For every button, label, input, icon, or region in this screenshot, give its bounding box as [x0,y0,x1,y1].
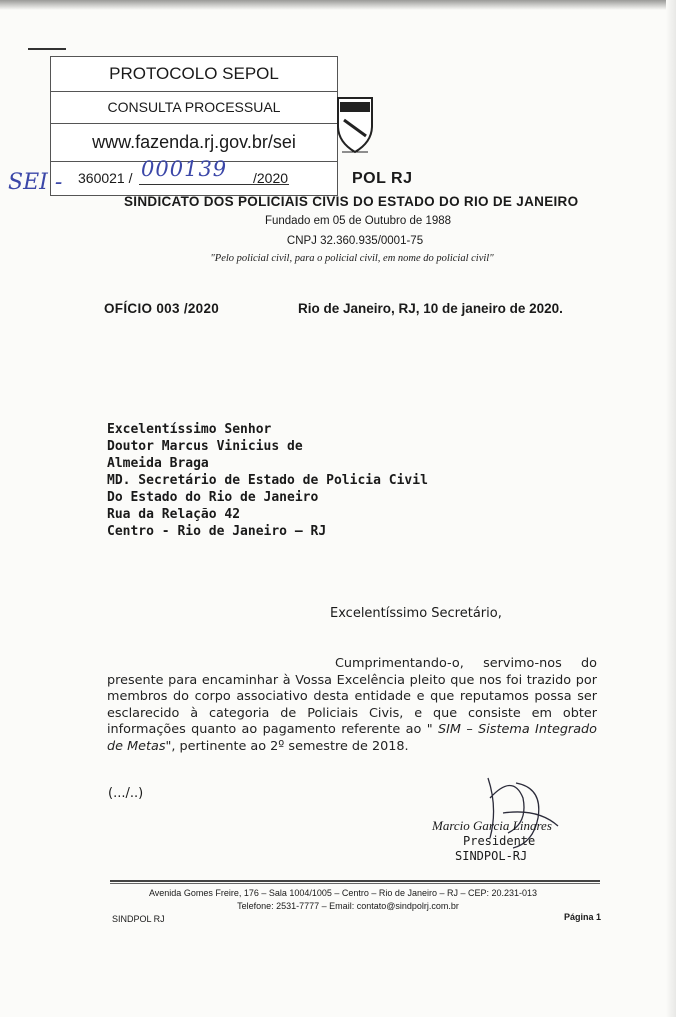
cnpj: CNPJ 32.360.935/0001-75 [286,235,424,247]
letter-body [107,656,597,756]
recipient-line: Excelentíssimo Senhor [107,422,272,437]
continuation-mark: (.../..) [108,786,144,801]
footer-contact: Telefone: 2531-7777 – Email: contato@sindpolrj.com.br [237,901,459,911]
recipient-address [107,421,428,540]
founded-date: Fundado em 05 de Outubro de 1988 [264,215,452,227]
process-handwritten: 000139 [141,157,228,181]
scan-edge-shadow [666,0,676,1017]
salutation: Excelentíssimo Secretário, [330,606,502,621]
stamp-url: www.fazenda.rj.gov.br/sei [51,123,337,162]
footer-rule [110,880,600,882]
scan-top-shadow [0,0,676,10]
body-text: Cumprimentando-o, servimo-nos do presente para encaminhar à Vossa Excelência pleito que nos foi trazido por membros do corpo associativo desta entidade e que reputamos possa ser esclarecido à categoria de Policiais Civis, e que consiste em obter informações quanto ao pagamento referente ao " [107,656,597,738]
sindpol-shield-logo [336,92,374,158]
protocol-stamp [50,56,338,196]
body-emphasis: SIM – Sistema Integrado de Metas [107,722,597,754]
oficio-number: OFÍCIO 003 /2020 [104,301,220,316]
union-name: SINDICATO DOS POLICIAIS CIVIS DO ESTADO DO RIO DE JANEIRO [124,194,579,209]
pen-mark [28,48,66,50]
process-year: /2020 [253,170,289,186]
page-number: Página 1 [564,912,602,922]
signatory-name: Marcio Garcia Linares [432,818,552,833]
recipient-line: Doutor Marcus Vinicius de [107,439,303,454]
recipient-line: Do Estado do Rio de Janeiro [107,490,319,505]
signatory-role: Presidente [463,834,536,848]
recipient-line: Rua da Relação 42 [107,507,241,522]
footer-rule-thin [110,883,600,884]
process-prefix: 360021 / [78,170,133,186]
footer-address: Avenida Gomes Freire, 176 – Sala 1004/1005 – Centro – Rio de Janeiro – RJ – CEP: 20.231-013 [148,888,538,898]
signatory-org: SINDPOL-RJ [455,849,528,863]
recipient-line: Centro - Rio de Janeiro – RJ [107,524,327,539]
handwritten-sei-note: SEI - [8,170,63,195]
body-text-end: ", pertinente ao 2º semestre de 2018. [165,738,409,754]
recipient-line: MD. Secretário de Estado de Policia Civil [107,473,428,488]
recipient-line: Almeida Braga [107,456,209,471]
stamp-process-number [51,157,337,195]
place-date: Rio de Janeiro, RJ, 10 de janeiro de 2020. [298,301,563,316]
letterhead-brand: POL RJ [352,170,413,187]
motto: "Pelo policial civil, para o policial civil, em nome do policial civil" [210,253,494,264]
stamp-subtitle: CONSULTA PROCESSUAL [51,91,337,124]
footer-org: SINDPOL RJ [112,914,165,924]
stamp-title: PROTOCOLO SEPOL [51,57,337,92]
